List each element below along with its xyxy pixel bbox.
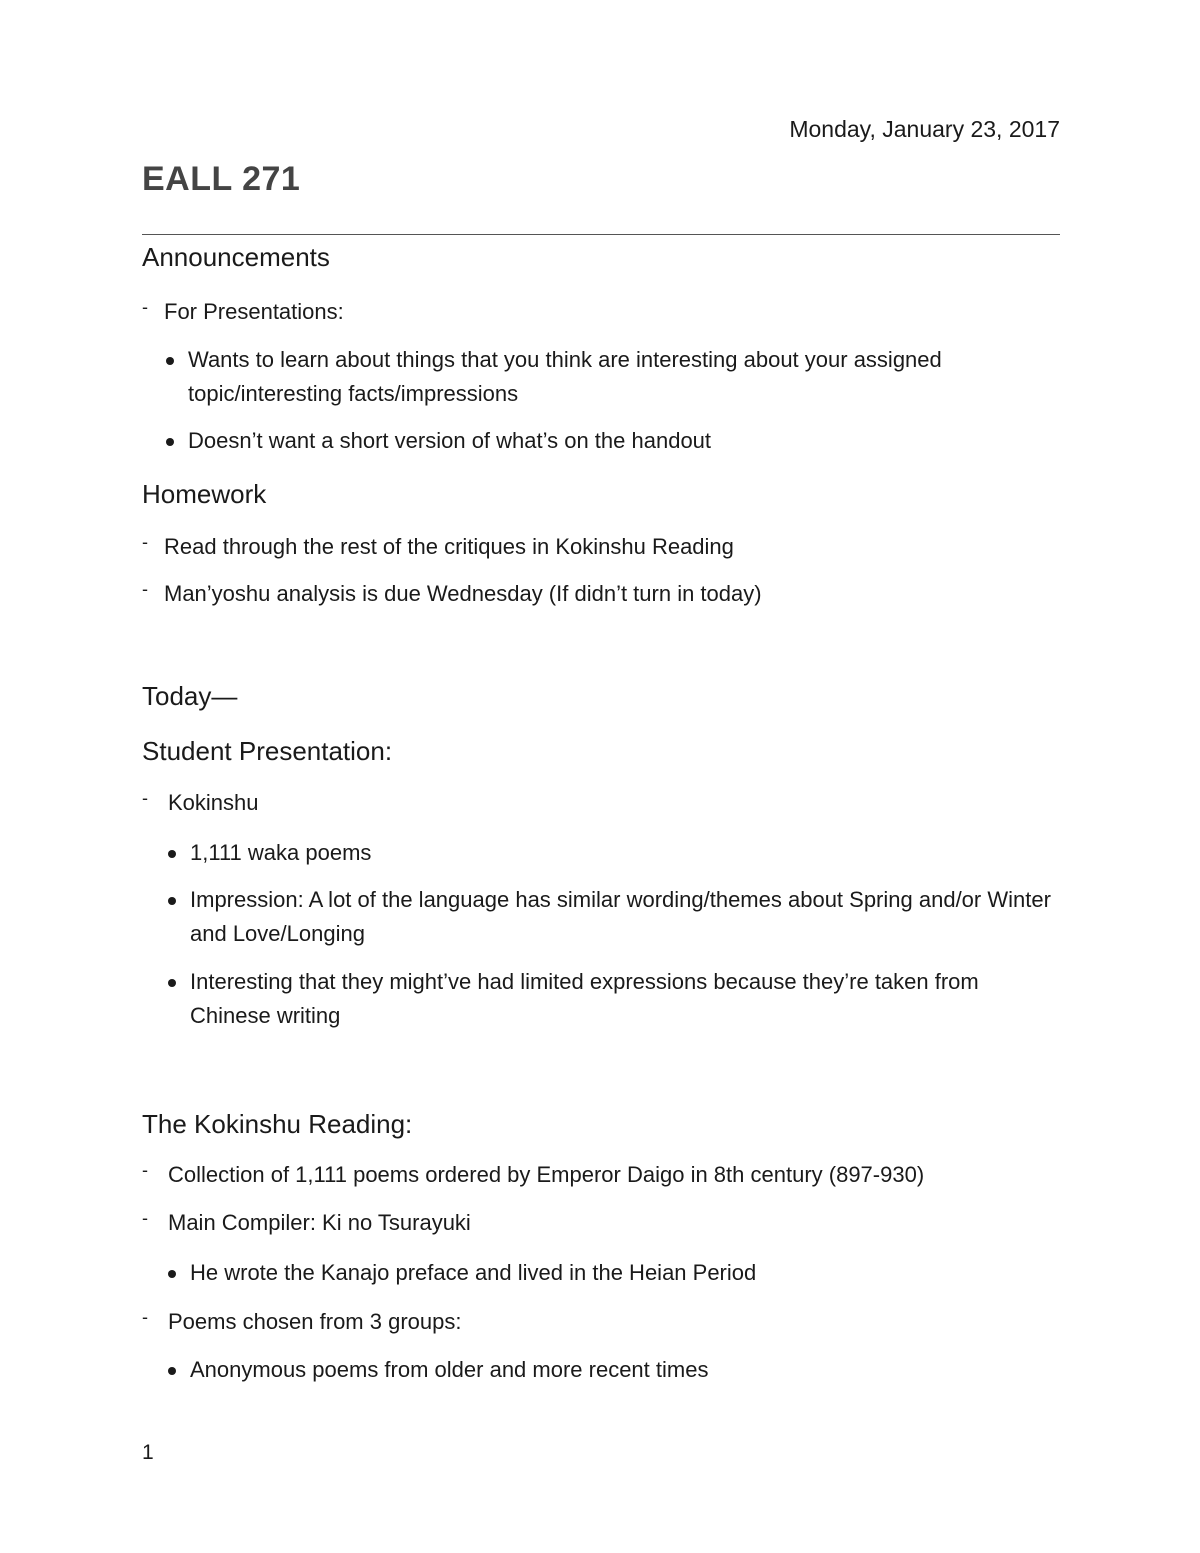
homework-item: [142, 530, 734, 565]
presentation-bullet: [168, 836, 1058, 870]
presentation-bullet: [168, 883, 1058, 951]
dash-marker: -: [142, 579, 148, 599]
presentation-bullet: [168, 965, 1058, 1033]
reading-item: [142, 1305, 461, 1340]
today-heading: Today—: [142, 681, 238, 711]
bullet-dot: [168, 897, 176, 905]
homework-item-text: Read through the rest of the critiques in Kokinshu Reading: [164, 534, 734, 559]
presentation-bullet-text: Interesting that they might’ve had limited expressions because they’re taken from Chinese writing: [190, 969, 979, 1028]
presentation-bullet-text: Impression: A lot of the language has similar wording/themes about Spring and/or Winter and Love/Longing: [190, 887, 1051, 946]
student-presentation-heading: Student Presentation:: [142, 736, 393, 766]
reading-item-text: Collection of 1,111 poems ordered by Emperor Daigo in 8th century (897-930): [168, 1162, 925, 1187]
reading-bullet: [168, 1353, 1058, 1387]
course-title: EALL 271: [142, 160, 301, 198]
dash-marker: -: [142, 532, 148, 552]
lecture-date: Monday, January 23, 2017: [789, 116, 1060, 142]
announcement-bullet: [166, 343, 1026, 411]
bullet-dot: [168, 850, 176, 858]
bullet-dot: [166, 357, 174, 365]
announcements-heading: Announcements: [142, 242, 330, 272]
kokinshu-reading-heading: The Kokinshu Reading:: [142, 1109, 413, 1139]
reading-item: [142, 1158, 924, 1193]
reading-item: [142, 1206, 471, 1241]
announcement-bullet-text: Wants to learn about things that you think are interesting about your assigned topic/interesting facts/impressions: [188, 347, 942, 406]
reading-item-text: Poems chosen from 3 groups:: [168, 1309, 462, 1334]
dash-marker: -: [142, 1208, 148, 1228]
announcement-bullet-text: Doesn’t want a short version of what’s on the handout: [188, 428, 712, 453]
reading-bullet-text: He wrote the Kanajo preface and lived in the Heian Period: [190, 1260, 757, 1285]
presentation-item: [142, 786, 259, 821]
reading-item-text: Main Compiler: Ki no Tsurayuki: [168, 1210, 471, 1235]
reading-bullet: [168, 1256, 1058, 1290]
dash-marker: -: [142, 297, 148, 317]
dash-marker: -: [142, 1307, 148, 1327]
presentation-bullet-text: 1,111 waka poems: [190, 840, 372, 865]
bullet-dot: [168, 979, 176, 987]
dash-marker: -: [142, 788, 148, 808]
bullet-dot: [168, 1367, 176, 1375]
presentation-item-text: Kokinshu: [168, 790, 259, 815]
bullet-dot: [168, 1270, 176, 1278]
bullet-dot: [166, 438, 174, 446]
announcement-bullet: [166, 424, 1026, 458]
reading-bullet-text: Anonymous poems from older and more recent times: [190, 1357, 709, 1382]
title-divider: [142, 234, 1060, 235]
announcement-item: [142, 295, 344, 330]
page-number: 1: [142, 1441, 154, 1464]
dash-marker: -: [142, 1160, 148, 1180]
homework-item-text: Man’yoshu analysis is due Wednesday (If didn’t turn in today): [164, 581, 762, 606]
homework-heading: Homework: [142, 479, 267, 509]
announcement-item-text: For Presentations:: [164, 299, 344, 324]
homework-item: [142, 577, 762, 612]
